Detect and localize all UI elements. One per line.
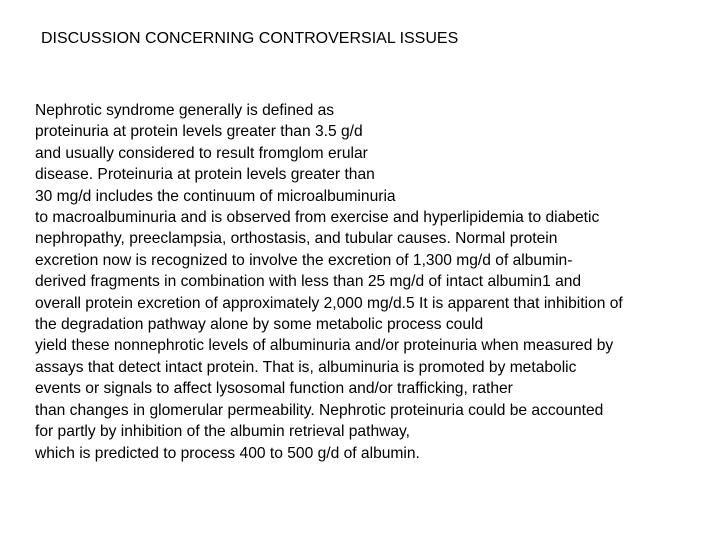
paragraph-line: derived fragments in combination with less than 25 mg/d of intact albumin1 and [35,273,582,291]
paragraph-line: to macroalbuminuria and is observed from exercise and hyperlipidemia to diabetic [35,209,600,227]
paragraph-line: than changes in glomerular permeability. Nephrotic proteinuria could be accounted [35,401,604,419]
paragraph-line: disease. Proteinuria at protein levels greater than [35,166,375,184]
paragraph-line: yield these nonnephrotic levels of albuminuria and/or proteinuria when measured by [35,337,614,355]
paragraph-line: overall protein excretion of approximately 2,000 mg/d.5 It is apparent that inhibition of [35,294,623,312]
paragraph-line: nephropathy, preeclampsia, orthostasis, and tubular causes. Normal protein [35,230,558,248]
paragraph-line: and usually considered to result fromglom erular [35,144,368,162]
slide-title: DISCUSSION CONCERNING CONTROVERSIAL ISSUES [41,30,459,47]
paragraph-line: excretion now is recognized to involve the excretion of 1,300 mg/d of albumin- [35,251,573,269]
paragraph-line: the degradation pathway alone by some metabolic process could [35,316,484,334]
paragraph-line: proteinuria at protein levels greater than 3.5 g/d [35,123,363,141]
body-paragraph [35,100,720,464]
paragraph-line: Nephrotic syndrome generally is defined as [35,102,335,119]
paragraph-line: events or signals to affect lysosomal function and/or trafficking, rather [35,380,513,398]
paragraph-line: which is predicted to process 400 to 500 g/d of albumin. [35,444,420,462]
paragraph-line: for partly by inhibition of the albumin retrieval pathway, [35,423,411,441]
paragraph-line: assays that detect intact protein. That is, albuminuria is promoted by metabolic [35,358,577,376]
paragraph-line: 30 mg/d includes the continuum of microalbuminuria [35,187,396,205]
